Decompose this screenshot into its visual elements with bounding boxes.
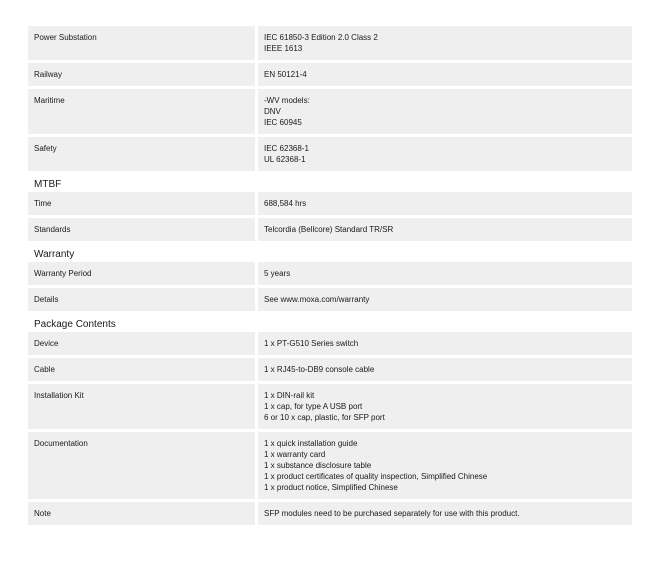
spec-key: Details: [28, 288, 255, 311]
spec-value-line: DNV: [264, 107, 281, 116]
spec-row-railway: [28, 63, 632, 86]
spec-value-line: Telcordia (Bellcore) Standard TR/SR: [264, 225, 394, 234]
spec-row-power-substation: [28, 26, 632, 60]
spec-value-line: 1 x warranty card: [264, 450, 326, 459]
spec-key: Cable: [28, 358, 255, 381]
spec-value-line: 1 x quick installation guide: [264, 439, 358, 448]
spec-value-line: 6 or 10 x cap, plastic, for SFP port: [264, 413, 385, 422]
spec-value-line: 1 x DIN-rail kit: [264, 391, 315, 400]
spec-value-line: 688,584 hrs: [264, 199, 307, 208]
spec-key: Device: [28, 332, 255, 355]
spec-value: [258, 192, 632, 215]
spec-value: [258, 288, 632, 311]
spec-value-line: See www.moxa.com/warranty: [264, 295, 370, 304]
spec-value: [258, 502, 632, 525]
spec-value-line: 1 x cap, for type A USB port: [264, 402, 363, 411]
spec-value-line: -WV models:: [264, 96, 310, 105]
spec-value-line: IEC 62368-1: [264, 144, 309, 153]
spec-row-device: [28, 332, 632, 355]
spec-value: [258, 63, 632, 86]
spec-value-line: 5 years: [264, 269, 291, 278]
spec-value-line: IEC 61850-3 Edition 2.0 Class 2: [264, 33, 378, 42]
spec-key: Power Substation: [28, 26, 255, 60]
spec-value: [258, 332, 632, 355]
spec-value-line: SFP modules need to be purchased separately for use with this product.: [264, 509, 520, 518]
spec-value: [258, 384, 632, 429]
spec-key: Documentation: [28, 432, 255, 499]
spec-key: Note: [28, 502, 255, 525]
spec-row-details: [28, 288, 632, 311]
spec-value: [258, 262, 632, 285]
spec-value: [258, 218, 632, 241]
spec-key: Installation Kit: [28, 384, 255, 429]
section-title-package-contents: Package Contents: [34, 319, 116, 330]
spec-row-documentation: [28, 432, 632, 499]
spec-value-line: 1 x substance disclosure table: [264, 461, 372, 470]
spec-row-cable: [28, 358, 632, 381]
spec-value-line: 1 x RJ45-to-DB9 console cable: [264, 365, 375, 374]
spec-row-standards: [28, 218, 632, 241]
spec-value-line: IEEE 1613: [264, 44, 303, 53]
spec-key: Standards: [28, 218, 255, 241]
spec-value-line: 1 x PT-G510 Series switch: [264, 339, 359, 348]
spec-row-safety: [28, 137, 632, 171]
spec-value-line: UL 62368-1: [264, 155, 306, 164]
spec-key: Safety: [28, 137, 255, 171]
spec-value: [258, 358, 632, 381]
spec-key: Warranty Period: [28, 262, 255, 285]
spec-row-warranty-period: [28, 262, 632, 285]
section-title-mtbf: MTBF: [34, 179, 62, 190]
spec-value: [258, 26, 632, 60]
spec-row-time: [28, 192, 632, 215]
spec-value: [258, 432, 632, 499]
spec-row-maritime: [28, 89, 632, 134]
spec-value-line: IEC 60945: [264, 118, 302, 127]
spec-key: Railway: [28, 63, 255, 86]
spec-key: Time: [28, 192, 255, 215]
spec-value: [258, 137, 632, 171]
spec-key: Maritime: [28, 89, 255, 134]
spec-table: [28, 26, 632, 528]
spec-row-installation-kit: [28, 384, 632, 429]
section-title-warranty: Warranty: [34, 249, 75, 260]
spec-row-note: [28, 502, 632, 525]
spec-value-line: EN 50121-4: [264, 70, 307, 79]
spec-value-line: 1 x product notice, Simplified Chinese: [264, 483, 398, 492]
spec-value: [258, 89, 632, 134]
spec-value-line: 1 x product certificates of quality inspection, Simplified Chinese: [264, 472, 488, 481]
